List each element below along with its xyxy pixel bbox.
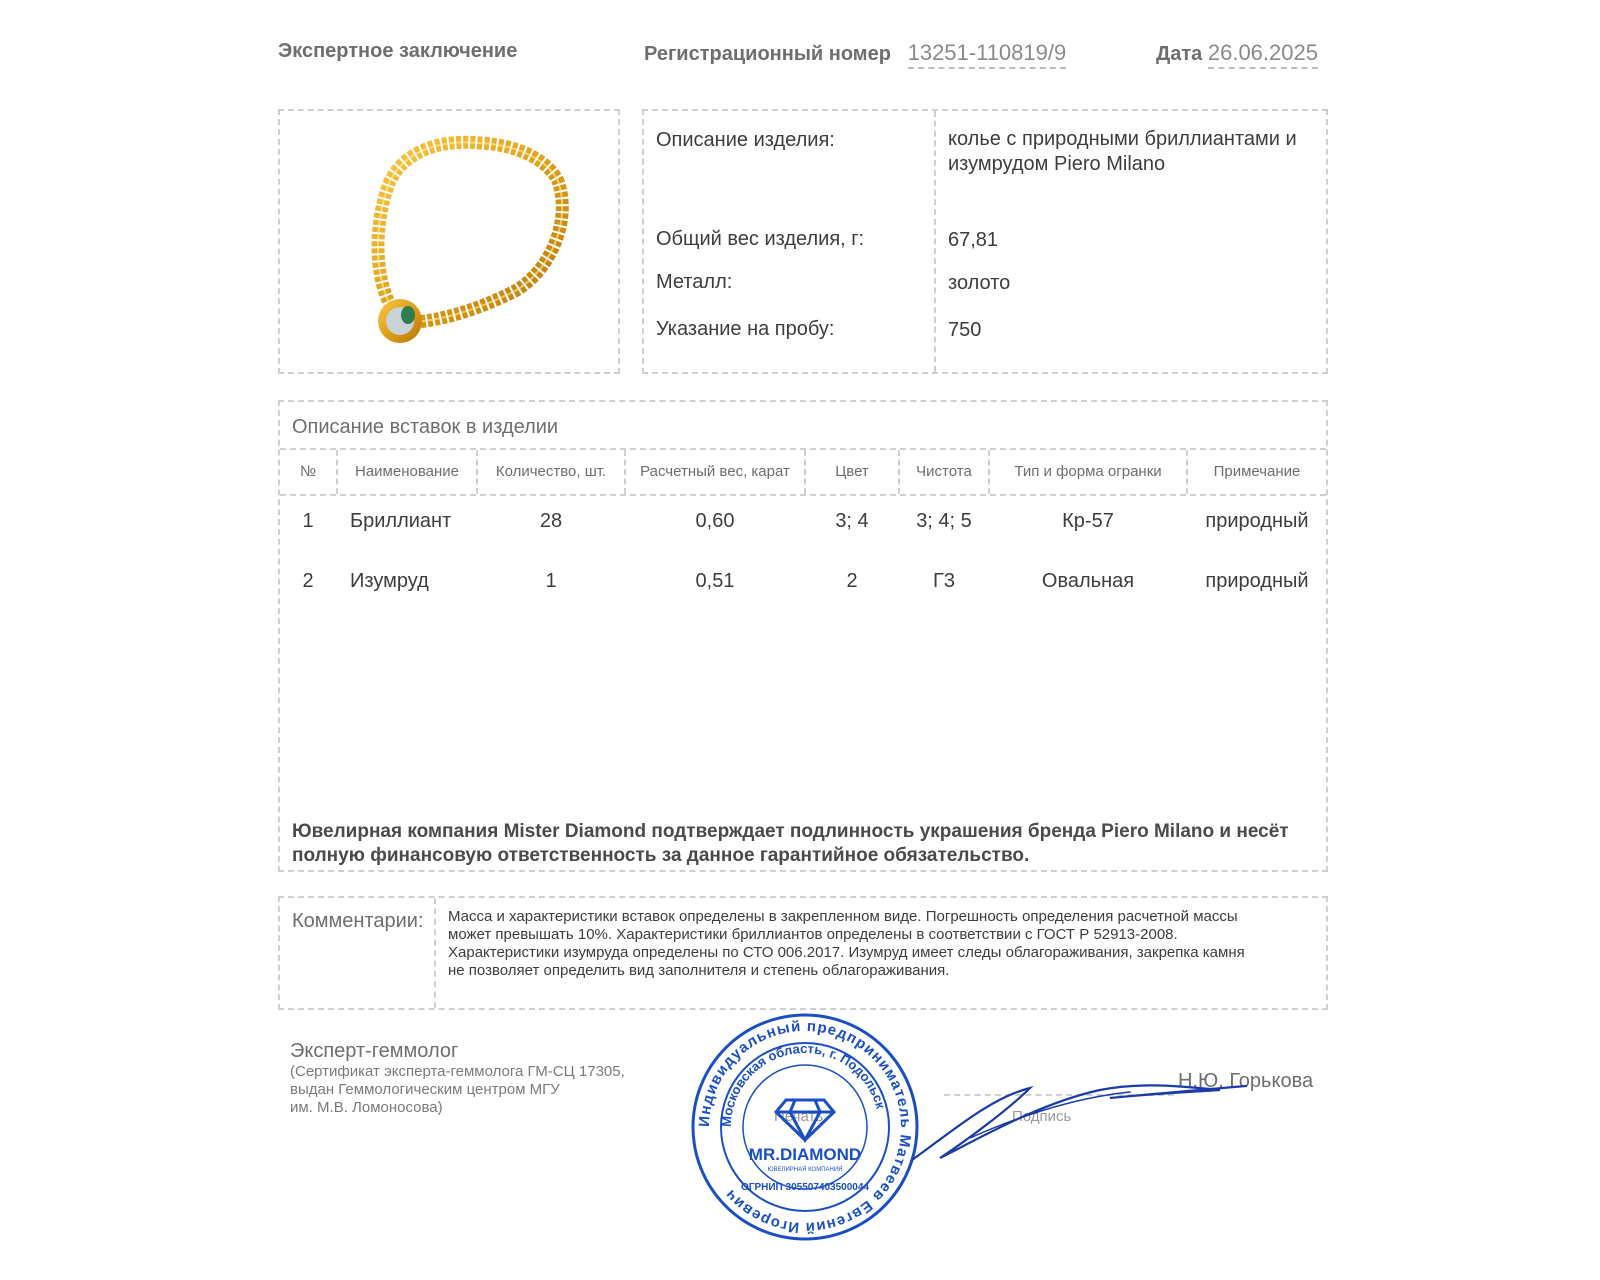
cell-note: природный	[1205, 570, 1309, 592]
assay-value: 750	[948, 319, 982, 341]
cell-clarity: Г3	[933, 570, 955, 592]
certificate-line: (Сертификат эксперта-геммолога ГМ-СЦ 17305,	[290, 1063, 625, 1080]
guarantee-statement	[292, 820, 1306, 868]
gold-necklace-photo	[280, 111, 618, 372]
comments-box	[278, 896, 1328, 1010]
certificate-line: им. М.В. Ломоносова)	[290, 1099, 443, 1116]
comments-text	[448, 908, 1314, 980]
description-value-line: колье с природными бриллиантами и	[948, 128, 1297, 150]
assay-label: Указание на пробу:	[656, 318, 835, 340]
table-row	[280, 510, 1326, 540]
stamp-ogrnip: ОГРНИП 305507403500044	[741, 1182, 869, 1193]
cell-cut: Овальная	[1041, 570, 1135, 592]
signature-label: Подпись	[1012, 1108, 1072, 1125]
registration-value: 13251-110819/9	[908, 40, 1067, 69]
stamp-inner-text: Московская область, г. Подольск	[718, 1040, 889, 1128]
col-header-quantity: Количество, шт.	[495, 463, 607, 480]
cell-name: Бриллиант	[350, 510, 452, 532]
cell-color: 2	[846, 570, 858, 592]
metal-label: Металл:	[656, 271, 733, 293]
cell-weight: 0,51	[695, 570, 735, 592]
col-header-number: №	[299, 463, 317, 480]
comments-divider	[434, 898, 436, 1008]
col-header-note: Примечание	[1213, 463, 1301, 480]
cell-number: 1	[302, 510, 314, 532]
registration-number	[644, 40, 1066, 66]
comments-line: Характеристики изумруда определены по СТО 006.2017. Изумруд имеет следы облагораживания, закрепка камня	[448, 944, 1245, 961]
inserts-box	[278, 400, 1328, 872]
description-value-line: изумрудом Piero Milano	[948, 153, 1166, 175]
company-stamp	[690, 1012, 920, 1242]
signer-name: Н.Ю. Горькова	[1178, 1070, 1314, 1092]
cell-clarity: 3; 4; 5	[916, 510, 972, 532]
cell-quantity: 1	[545, 570, 557, 592]
description-label: Описание изделия:	[656, 129, 835, 151]
product-photo-box	[278, 109, 620, 374]
date-value: 26.06.2025	[1208, 40, 1318, 69]
stamp-brand: MR.DIAMOND	[748, 1145, 862, 1164]
stamp-label: Печать	[774, 1108, 824, 1125]
product-info-box	[642, 109, 1328, 374]
cell-weight: 0,60	[695, 510, 735, 532]
document-title: Экспертное заключение	[278, 40, 518, 62]
info-divider	[934, 111, 936, 372]
cell-note: природный	[1205, 510, 1309, 532]
cell-name: Изумруд	[350, 570, 429, 592]
certificate-line: выдан Геммологическим центром МГУ	[290, 1081, 560, 1098]
col-header-cut: Тип и форма огранки	[1014, 463, 1162, 480]
inserts-table-header	[280, 448, 1326, 496]
col-header-color: Цвет	[835, 463, 869, 480]
document-date	[1156, 40, 1318, 66]
comments-line: Масса и характеристики вставок определены в закрепленном виде. Погрешность определения расчетной массы	[448, 908, 1238, 925]
diamond-icon	[776, 1100, 834, 1140]
cell-quantity: 28	[539, 510, 563, 532]
inserts-title: Описание вставок в изделии	[292, 416, 559, 438]
comments-line: не позволяет определить вид заполнителя и степень облагораживания.	[448, 962, 950, 979]
date-label: Дата	[1156, 43, 1203, 65]
weight-value: 67,81	[948, 229, 999, 251]
metal-value: золото	[948, 272, 1011, 294]
cell-color: 3; 4	[835, 510, 869, 532]
expert-certificate	[290, 1063, 660, 1117]
cell-cut: Кр-57	[1062, 510, 1114, 532]
col-header-name: Наименование	[355, 463, 459, 480]
weight-label: Общий вес изделия, г:	[656, 228, 865, 250]
description-value	[948, 127, 1297, 177]
handwritten-signature	[910, 1078, 1250, 1178]
comments-label: Комментарии:	[292, 910, 424, 932]
guarantee-line: полную финансовую ответственность за данное гарантийное обязательство.	[292, 845, 1030, 866]
guarantee-line: Ювелирная компания Mister Diamond подтверждает подлинность украшения бренда Piero Milano и несёт	[292, 821, 1289, 842]
stamp-subtitle: ЮВЕЛИРНАЯ КОМПАНИЯ	[767, 1167, 843, 1173]
expert-title: Эксперт-геммолог	[290, 1040, 459, 1062]
registration-label: Регистрационный номер	[644, 43, 891, 65]
col-header-weight: Расчетный вес, карат	[640, 463, 790, 480]
comments-line: может превышать 10%. Характеристики бриллиантов определены в соответствии с ГОСТ Р 52913-2008.	[448, 926, 1178, 943]
col-header-clarity: Чистота	[916, 463, 972, 480]
cell-number: 2	[302, 570, 314, 592]
stamp-outer-text: Индивидуальный предприниматель Матвеев Евгений Игоревич	[695, 1017, 915, 1237]
table-row	[280, 570, 1326, 600]
